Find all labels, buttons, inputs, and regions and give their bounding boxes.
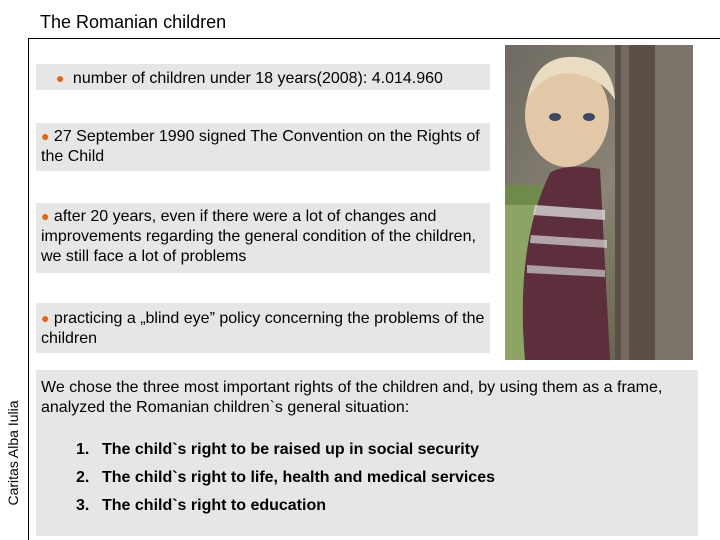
bullet-dot-icon: ● [41,310,50,326]
page-title: The Romanian children [40,12,227,32]
child-photo-icon [505,45,693,360]
bullet-box-2 [36,123,490,171]
side-label: Caritas Alba Iulia [5,400,21,506]
bullet-dot-icon: ● [41,208,50,224]
rights-list [76,440,698,524]
child-photo [505,45,693,360]
side-divider [28,38,29,540]
list-text: The child`s right to be raised up in social security [102,441,479,458]
title-divider [28,38,720,39]
bullet-text: after 20 years, even if there were a lot of changes and improvements regarding the general condition of the children, we still face a lot of problems [41,208,476,265]
bullet-text: number of children under 18 years(2008): 4.014.960 [72,70,443,87]
bullet-text: 27 September 1990 signed The Convention on the Rights of the Child [41,128,480,165]
list-number: 1. [76,441,90,458]
summary-intro: We chose the three most important rights of the children and, by using them as a frame, analyzed the Romanian children`s general situation: [41,379,663,416]
bullet-dot-icon: ● [41,128,50,144]
summary-box [36,370,698,536]
list-item [76,468,698,496]
list-number: 3. [76,497,90,514]
list-number: 2. [76,469,90,486]
bullet-box-4 [36,303,490,353]
bullet-dot-icon: ● [56,70,65,86]
list-text: The child`s right to education [102,497,326,514]
title-area [0,0,720,40]
bullet-text: practicing a „blind eye” policy concerning the problems of the children [41,310,485,347]
bullet-box-3 [36,203,490,273]
list-item [76,496,698,524]
list-text: The child`s right to life, health and medical services [102,469,495,486]
list-item [76,440,698,468]
bullet-box-1 [36,64,490,90]
